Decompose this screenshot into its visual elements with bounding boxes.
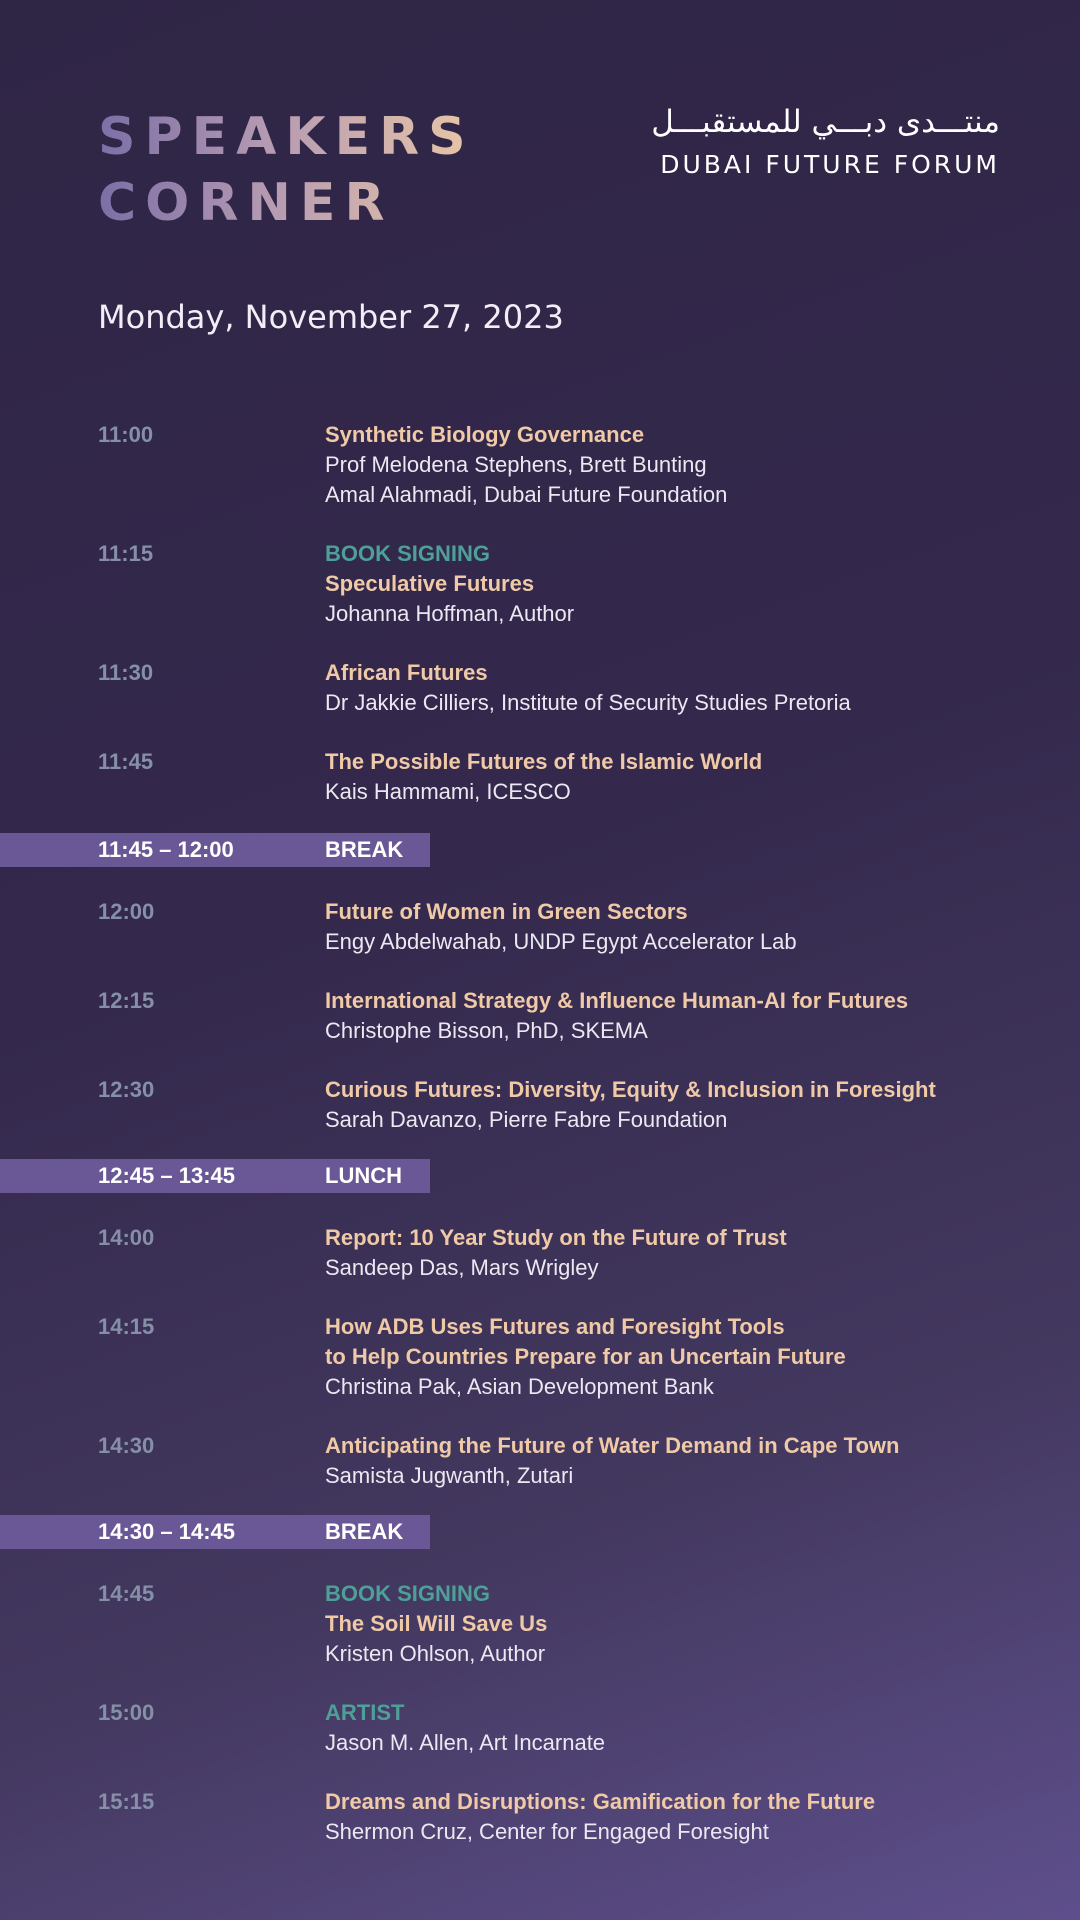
title-line-speakers: SPEAKERS bbox=[98, 107, 475, 167]
session-time: 14:15 bbox=[98, 1314, 155, 1339]
break-time: 11:45 – 12:00 bbox=[98, 837, 234, 862]
logo-arabic-text: منتـــدى دبـــي للمستقبـــل bbox=[651, 104, 1000, 140]
session-content bbox=[325, 1312, 1045, 1402]
session-time: 12:00 bbox=[98, 899, 155, 924]
session-title: The Possible Futures of the Islamic World bbox=[325, 749, 763, 774]
session-speaker: Kristen Ohlson, Author bbox=[325, 1641, 546, 1666]
break-label: BREAK bbox=[325, 1519, 404, 1544]
session-content bbox=[325, 539, 1045, 629]
session-speaker: Prof Melodena Stephens, Brett Bunting bbox=[325, 452, 707, 477]
session-title-line2: to Help Countries Prepare for an Uncertain Future bbox=[325, 1344, 846, 1369]
session-content bbox=[325, 747, 1045, 807]
event-date: Monday, November 27, 2023 bbox=[98, 298, 564, 336]
session-title: Dreams and Disruptions: Gamification for the Future bbox=[325, 1789, 876, 1814]
session-time: 14:30 bbox=[98, 1433, 155, 1458]
session-content bbox=[325, 1431, 1045, 1491]
break-bar bbox=[0, 833, 430, 867]
session-speaker: Amal Alahmadi, Dubai Future Foundation bbox=[325, 482, 728, 507]
session-title: Report: 10 Year Study on the Future of Trust bbox=[325, 1225, 787, 1250]
session-speaker: Jason M. Allen, Art Incarnate bbox=[325, 1730, 606, 1755]
session-content bbox=[325, 897, 1045, 957]
session-content bbox=[325, 1698, 1045, 1758]
session-time: 15:00 bbox=[98, 1700, 155, 1725]
dubai-future-forum-logo bbox=[651, 104, 1000, 179]
session-time: 14:00 bbox=[98, 1225, 155, 1250]
session-content bbox=[325, 658, 1045, 718]
session-time: 15:15 bbox=[98, 1789, 155, 1814]
break-bar bbox=[0, 1515, 430, 1549]
break-label: BREAK bbox=[325, 837, 404, 862]
session-title: How ADB Uses Futures and Foresight Tools bbox=[325, 1314, 785, 1339]
session-speaker: Christophe Bisson, PhD, SKEMA bbox=[325, 1018, 648, 1043]
break-label: LUNCH bbox=[325, 1163, 402, 1188]
logo-english-text: DUBAI FUTURE FORUM bbox=[660, 150, 1000, 179]
session-speaker: Shermon Cruz, Center for Engaged Foresight bbox=[325, 1819, 769, 1844]
page-title bbox=[98, 104, 475, 236]
session-speaker: Kais Hammami, ICESCO bbox=[325, 779, 571, 804]
session-content bbox=[325, 1075, 1045, 1135]
session-speaker: Christina Pak, Asian Development Bank bbox=[325, 1374, 714, 1399]
session-speaker: Sarah Davanzo, Pierre Fabre Foundation bbox=[325, 1107, 728, 1132]
session-time: 11:15 bbox=[98, 541, 154, 566]
session-content bbox=[325, 986, 1045, 1046]
session-time: 11:00 bbox=[98, 422, 154, 447]
session-title: African Futures bbox=[325, 660, 488, 685]
session-time: 14:45 bbox=[98, 1581, 155, 1606]
session-time: 12:30 bbox=[98, 1077, 155, 1102]
session-speaker: Sandeep Das, Mars Wrigley bbox=[325, 1255, 599, 1280]
session-speaker: Samista Jugwanth, Zutari bbox=[325, 1463, 574, 1488]
session-time: 11:45 bbox=[98, 749, 154, 774]
break-time: 14:30 – 14:45 bbox=[98, 1519, 235, 1544]
session-title: International Strategy & Influence Human-AI for Futures bbox=[325, 988, 909, 1013]
session-title: Speculative Futures bbox=[325, 571, 535, 596]
session-tag: ARTIST bbox=[325, 1700, 405, 1725]
session-time: 12:15 bbox=[98, 988, 155, 1013]
session-speaker: Dr Jakkie Cilliers, Institute of Security Studies Pretoria bbox=[325, 690, 851, 715]
session-speaker: Johanna Hoffman, Author bbox=[325, 601, 575, 626]
break-time: 12:45 – 13:45 bbox=[98, 1163, 235, 1188]
session-title: Anticipating the Future of Water Demand in Cape Town bbox=[325, 1433, 900, 1458]
session-content bbox=[325, 1787, 1045, 1847]
title-line-corner: CORNER bbox=[98, 173, 394, 233]
session-time: 11:30 bbox=[98, 660, 154, 685]
session-tag: BOOK SIGNING bbox=[325, 541, 491, 566]
session-title: Curious Futures: Diversity, Equity & Inclusion in Foresight bbox=[325, 1077, 936, 1102]
session-title: Future of Women in Green Sectors bbox=[325, 899, 688, 924]
session-content bbox=[325, 1579, 1045, 1669]
session-title: Synthetic Biology Governance bbox=[325, 422, 645, 447]
session-content bbox=[325, 420, 1045, 510]
session-speaker: Engy Abdelwahab, UNDP Egypt Accelerator Lab bbox=[325, 929, 797, 954]
session-tag: BOOK SIGNING bbox=[325, 1581, 491, 1606]
session-content bbox=[325, 1223, 1045, 1283]
session-title: The Soil Will Save Us bbox=[325, 1611, 548, 1636]
break-bar bbox=[0, 1159, 430, 1193]
